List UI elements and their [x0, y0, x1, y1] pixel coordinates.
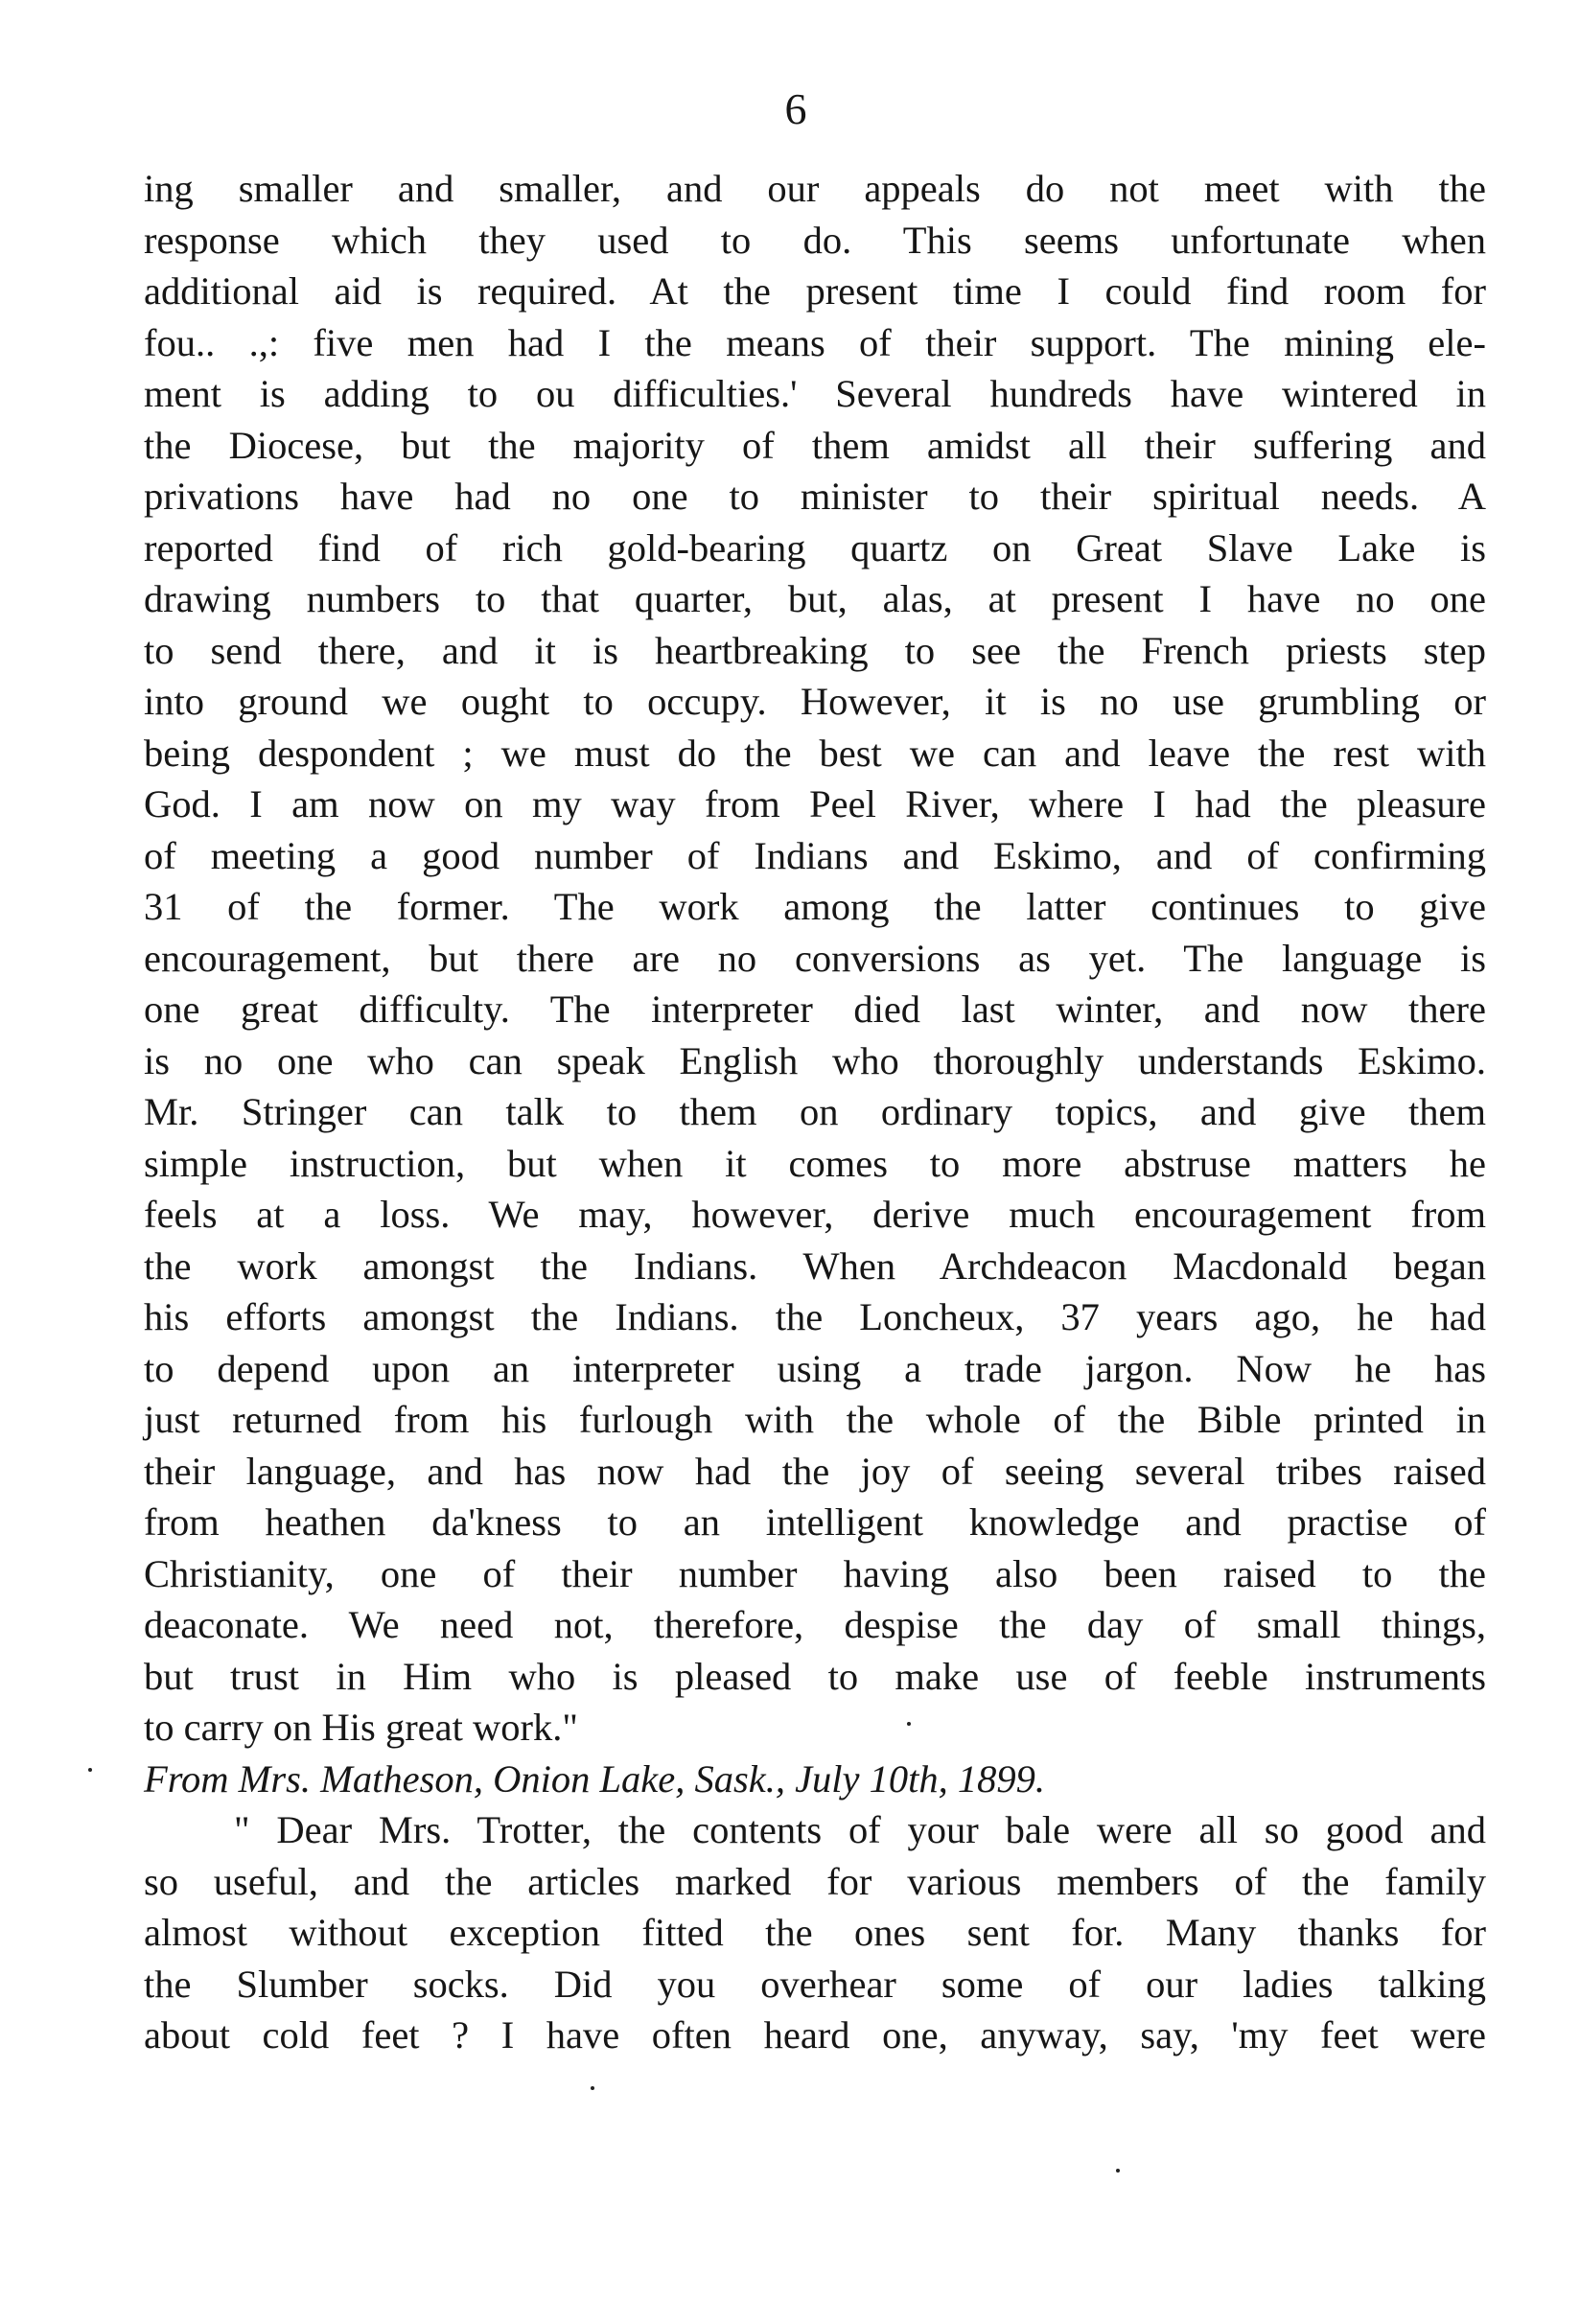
- text-line: ment is adding to ou difficulties.' Several hundreds have wintered in: [144, 372, 1486, 415]
- text-line: encouragement, but there are no conversions as yet. The language is: [144, 936, 1486, 980]
- text-line: their language, and has now had the joy of seeing several tribes raised: [144, 1449, 1486, 1493]
- text-line: just returned from his furlough with the whole of the Bible printed in: [144, 1398, 1486, 1441]
- page-number: 6: [784, 84, 807, 133]
- print-speck: [591, 2086, 594, 2090]
- text-line: being despondent ; we must do the best we can and leave the rest with: [144, 731, 1486, 775]
- text-line: reported find of rich gold-bearing quartz on Great Slave Lake is: [144, 525, 1486, 569]
- text-line: feels at a loss. We may, however, derive much encouragement from: [144, 1193, 1486, 1236]
- text-line: to send there, and it is heartbreaking to see the French priests step: [144, 628, 1486, 672]
- text-line: almost without exception fitted the ones sent for. Many thanks for: [144, 1911, 1486, 1954]
- text-line: the Slumber socks. Did you overhear some of our ladies talking: [144, 1962, 1486, 2006]
- text-line: the Diocese, but the majority of them amidst all their suffering and: [144, 423, 1486, 467]
- print-speck: [907, 1722, 911, 1726]
- text-line: to carry on His great work.": [144, 1706, 578, 1749]
- text-line: " Dear Mrs. Trotter, the contents of your bale were all so good and: [234, 1808, 1486, 1851]
- text-line: his efforts amongst the Indians. the Loncheux, 37 years ago, he had: [144, 1295, 1486, 1338]
- paragraph-letter-continuation: [144, 163, 1486, 1754]
- text-line: 31 of the former. The work among the latter continues to give: [144, 885, 1486, 928]
- text-line: to depend upon an interpreter using a trade jargon. Now he has: [144, 1346, 1486, 1390]
- text-line: fou.. .,: five men had I the means of their support. The mining ele-: [144, 320, 1486, 364]
- paragraph-letter-matheson: [144, 1804, 1486, 2061]
- text-line: deaconate. We need not, therefore, despise the day of small things,: [144, 1603, 1486, 1646]
- text-line: about cold feet ? I have often heard one, anyway, say, 'my feet were: [144, 2013, 1486, 2057]
- letter-byline: From Mrs. Matheson, Onion Lake, Sask., July 10th, 1899.: [144, 1756, 1046, 1801]
- text-line: additional aid is required. At the present time I could find room for: [144, 269, 1486, 313]
- text-line: simple instruction, but when it comes to more abstruse matters he: [144, 1141, 1486, 1185]
- text-line: drawing numbers to that quarter, but, alas, at present I have no one: [144, 577, 1486, 620]
- print-speck: [1116, 2169, 1120, 2173]
- text-line: one great difficulty. The interpreter died last winter, and now there: [144, 988, 1486, 1031]
- text-line: into ground we ought to occupy. However, it is no use grumbling or: [144, 680, 1486, 723]
- text-line: the work amongst the Indians. When Archdeacon Macdonald began: [144, 1243, 1486, 1288]
- text-line: Christianity, one of their number having also been raised to the: [144, 1551, 1486, 1595]
- print-speck: [88, 1768, 92, 1772]
- text-line: is no one who can speak English who thoroughly understands Eskimo.: [144, 1038, 1486, 1082]
- text-line: so useful, and the articles marked for various members of the family: [144, 1859, 1486, 1903]
- text-line: but trust in Him who is pleased to make use of feeble instruments: [144, 1654, 1486, 1698]
- text-line: Mr. Stringer can talk to them on ordinary topics, and give them: [144, 1090, 1486, 1133]
- text-line: God. I am now on my way from Peel River, where I had the pleasure: [144, 782, 1486, 825]
- body-text: [144, 163, 1486, 2061]
- text-line: ing smaller and smaller, and our appeals do not meet with the: [144, 167, 1486, 210]
- text-line: from heathen da'kness to an intelligent knowledge and practise of: [144, 1500, 1486, 1544]
- text-line: response which they used to do. This seems unfortunate when: [144, 218, 1486, 262]
- text-line: privations have had no one to minister to their spiritual needs. A: [144, 475, 1486, 518]
- text-line: of meeting a good number of Indians and Eskimo, and of confirming: [144, 833, 1486, 877]
